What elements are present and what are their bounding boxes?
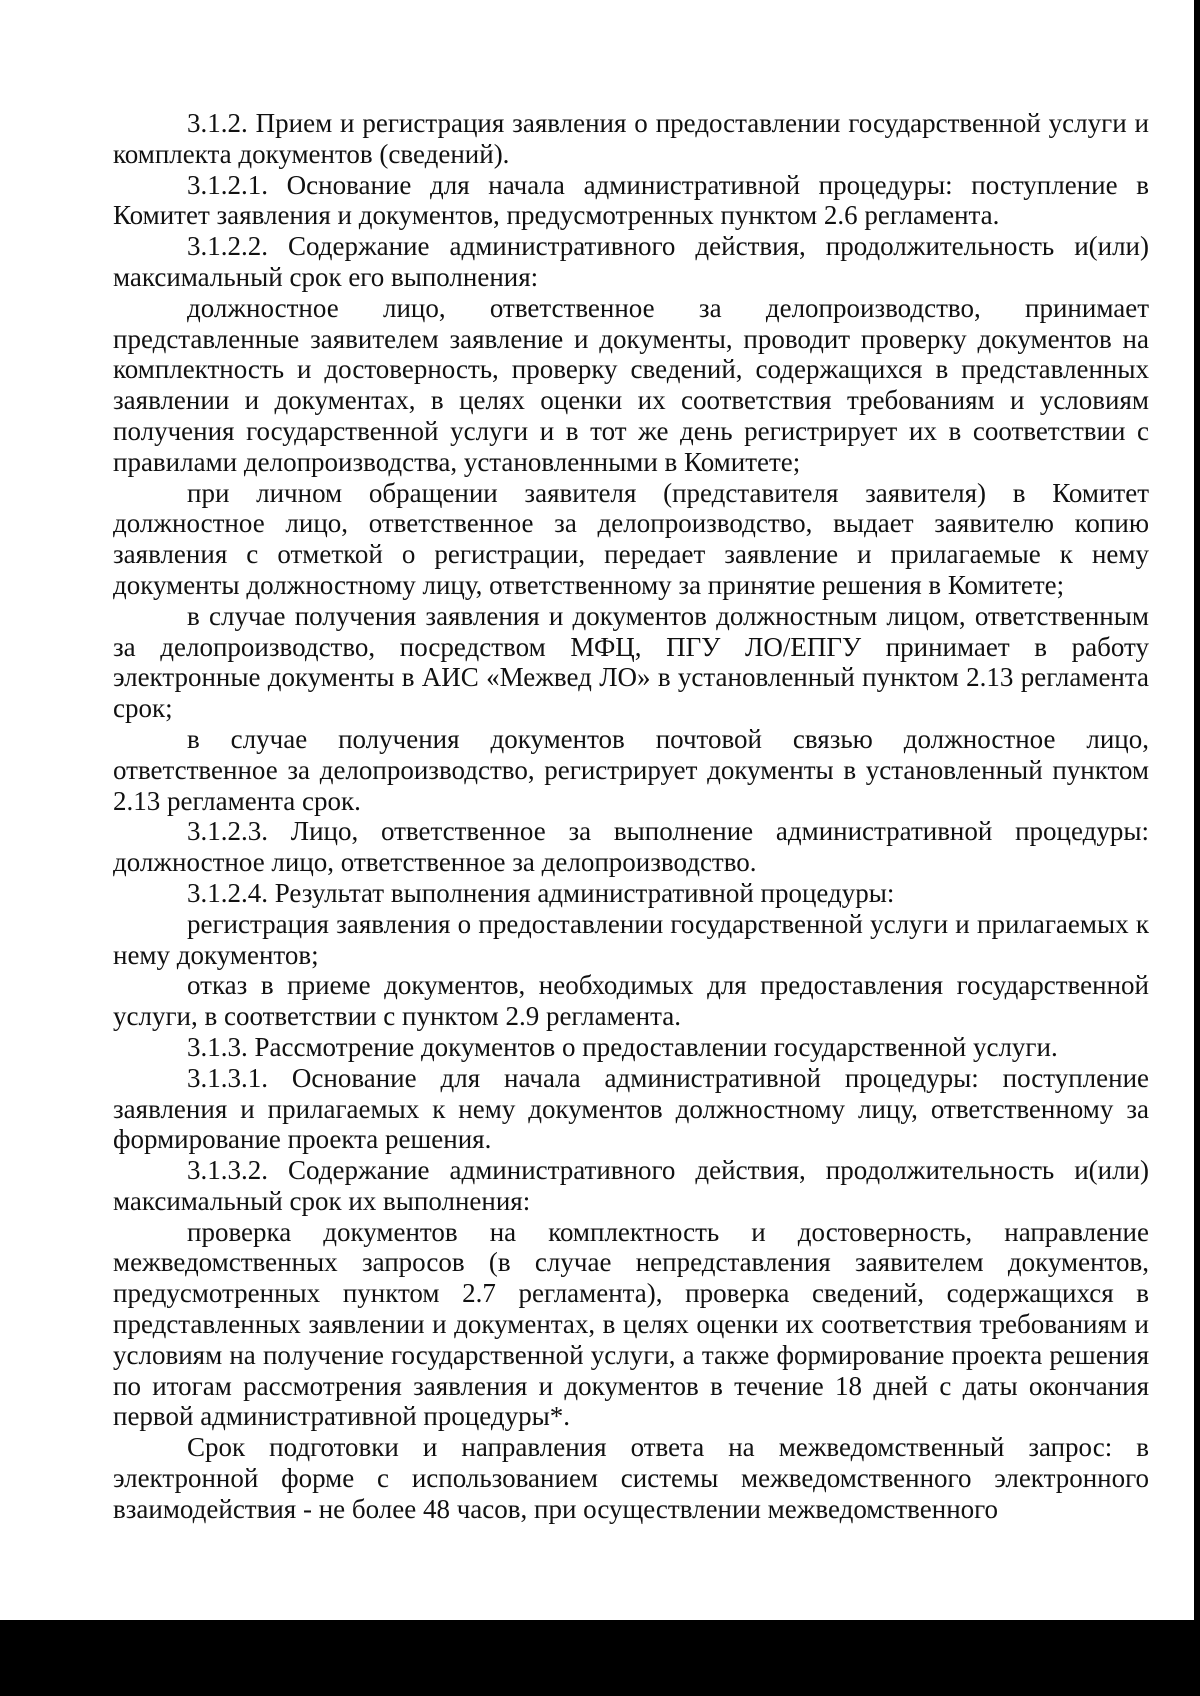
paragraph-postal-receipt: в случае получения документов почтовой связью должностное лицо, ответственное за делопроизводство, регистрирует документы в установленный пунктом 2.13 регламента срок.	[113, 723, 1149, 816]
paragraph-3-1-2-3: 3.1.2.3. Лицо, ответственное за выполнение административной процедуры: должностное лицо, ответственное за делопроизводство.	[113, 816, 1149, 878]
paragraph-result-refusal: отказ в приеме документов, необходимых для предоставления государственной услуги, в соответствии с пунктом 2.9 регламента.	[113, 970, 1149, 1032]
paragraph-3-1-2-1: 3.1.2.1. Основание для начала административной процедуры: поступление в Комитет заявления и документов, предусмотренных пунктом 2.6 регламента.	[113, 169, 1149, 231]
paragraph-official-duties: должностное лицо, ответственное за делопроизводство, принимает представленные заявителем заявление и документы, проводит проверку документов на комплектность и достоверность, проверку сведений, содержащихся в представленных заявлении и документах, в целях оценки их соответствия требованиям и условиям получения государственной услуги и в тот же день регистрирует их в соответствии с правилами делопроизводства, установленными в Комитете;	[113, 292, 1149, 477]
paragraph-document-check: проверка документов на комплектность и достоверность, направление межведомственных запросов (в случае непредставления заявителем документов, предусмотренных пунктом 2.7 регламента), проверка сведений, содержащихся в представленных заявлении и документах, в целях оценки их соответствия требованиям и условиям на получение государственной услуги, а также формирование проекта решения по итогам рассмотрения заявления и документов в течение 18 дней с даты окончания первой административной процедуры*.	[113, 1216, 1149, 1432]
paragraph-3-1-3: 3.1.3. Рассмотрение документов о предоставлении государственной услуги.	[187, 1031, 1058, 1062]
paragraph-mfc-receipt: в случае получения заявления и документов должностным лицом, ответственным за делопроизводство, посредством МФЦ, ПГУ ЛО/ЕПГУ принимает в работу электронные документы в АИС «Межвед ЛО» в установленный пунктом 2.13 регламента срок;	[113, 600, 1149, 724]
paragraph-3-1-2-4: 3.1.2.4. Результат выполнения административной процедуры:	[187, 877, 895, 908]
scan-bottom-border	[0, 1620, 1200, 1696]
paragraph-3-1-3-1: 3.1.3.1. Основание для начала административной процедуры: поступление заявления и прилагаемых к нему документов должностному лицу, ответственному за формирование проекта решения.	[113, 1062, 1149, 1155]
scan-edge-shadow	[1194, 0, 1200, 1696]
document-body	[113, 108, 1149, 1525]
paragraph-3-1-2-2: 3.1.2.2. Содержание административного действия, продолжительность и(или) максимальный срок его выполнения:	[113, 231, 1149, 292]
paragraph-3-1-2: 3.1.2. Прием и регистрация заявления о предоставлении государственной услуги и комплекта документов (сведений).	[113, 108, 1149, 169]
paragraph-3-1-3-2: 3.1.3.2. Содержание административного действия, продолжительность и(или) максимальный срок их выполнения:	[113, 1155, 1149, 1216]
paragraph-result-registration: регистрация заявления о предоставлении государственной услуги и прилагаемых к нему документов;	[113, 908, 1149, 970]
paragraph-interagency-deadline: Срок подготовки и направления ответа на межведомственный запрос: в электронной форме с использованием системы межведомственного электронного взаимодействия - не более 48 часов, при осуществлении межведомственного	[113, 1432, 1149, 1524]
paragraph-personal-visit: при личном обращении заявителя (представителя заявителя) в Комитет должностное лицо, ответственное за делопроизводство, выдает заявителю копию заявления с отметкой о регистрации, передает заявление и прилагаемые к нему документы должностному лицу, ответственному за принятие решения в Комитете;	[113, 477, 1149, 600]
